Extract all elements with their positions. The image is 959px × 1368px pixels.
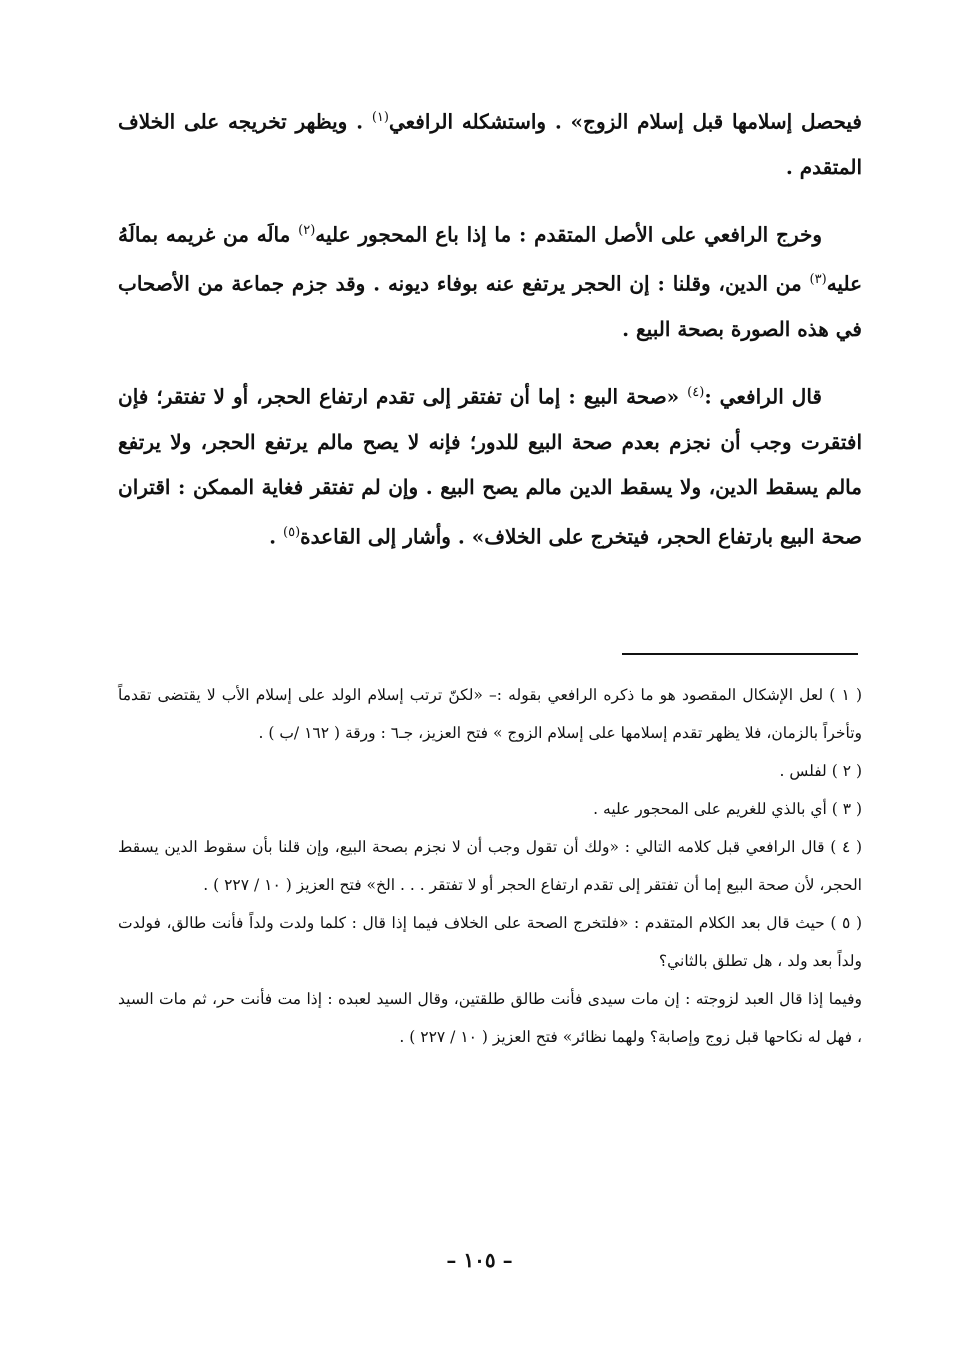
footnote-separator: [622, 653, 858, 655]
footnote-4: ( ٤ ) قال الرافعي قبل كلامه التالي : «ولك أن تقول وجب أن لا نجزم بصحة البيع، وإن قلنا بأن سقوط الدين يسقط الحجر، لأن صحة البيع إما أن تفتقر إلى تقدم ارتفاع الحجر أو لا تفتقر . . . الخ» فتح العزيز ( ١٠ / ٢٢٧ ) .: [118, 838, 862, 894]
paragraph-2: [118, 208, 862, 352]
footnote-ref-3[interactable]: (٣): [809, 272, 827, 288]
paragraph-2-text-a: وخرج الرافعي على الأصل المتقدم : ما إذا باع المحجور عليه: [315, 222, 822, 247]
paragraph-3-text-a: قال الرافعي :: [704, 384, 822, 409]
paragraph-3-text-c: .: [269, 524, 284, 549]
paragraph-2-text-b: مالَه من غريمه بمالَهُ عليه: [118, 222, 862, 296]
paragraph-1-text: فيحصل إسلامها قبل إسلام الزوج» . واستشكله الرافعي: [388, 109, 862, 134]
paragraph-2-text-c: من الدين، وقلنا : إن الحجر يرتفع عنه بوفاء ديونه . وقد جزم جماعة من الأصحاب في هذه الصورة بصحة البيع .: [118, 271, 862, 341]
footnote-5: ( ٥ ) حيث قال بعد الكلام المتقدم : «فلتخرج الصحة على الخلاف فيما إذا قال : كلما ولدت ولداً فأنت طالق، فولدت ولداً بعد ولد ، هل تطلق بالثاني؟: [118, 914, 862, 970]
footnote-5-continued: وفيما إذا قال العبد لزوجته : إن مات سيدى فأنت طالق طلقتين، وقال السيد لعبده : إذا مت فأنت حر، ثم مات السيد ، فهل له نكاحها قبل زوج وإصابة؟ ولهما نظائر» فتح العزيز ( ١٠ / ٢٢٧ ) .: [118, 990, 862, 1046]
page-number: – ١٠٥ –: [446, 1248, 513, 1272]
footnote-3: ( ٣ ) أي بالذي للغريم على المحجور عليه .: [593, 800, 862, 818]
footnote-1: ( ١ ) لعل الإشكال المقصود هو ما ذكره الرافعي بقوله :– «لكنّ ترتب إسلام الولد على إسلام الأب لا يقتضى تقدماً وتأخراً بالزمان، فلا يظهر تقدم إسلامها على إسلام الزوج » فتح العزيز، جـ٦ : ورقة ( ١٦٢ /ب ) .: [118, 686, 862, 742]
footnote-ref-2[interactable]: (٢): [298, 222, 316, 238]
footnote-ref-5[interactable]: (٥): [283, 524, 301, 540]
paragraph-1: [118, 95, 862, 190]
paragraph-3: [118, 370, 862, 559]
footnotes: [118, 676, 862, 1056]
footnote-2: ( ٢ ) لفلس .: [779, 762, 862, 780]
main-text: [118, 95, 862, 559]
paragraph-3-text-b: «صحة البيع : إما أن تفتقر إلى تقدم ارتفاع الحجر، أو لا تفتقر؛ فإن افتقرت وجب أن نجزم بعدم صحة البيع للدور؛ فإنه لا يصح مالم يرتفع الحجر، ولا يرتفع مالم يسقط الدين، ولا يسقط الدين مالم يصح البيع . وإن لم تفتقر فغاية الممكن : اقتران صحة البيع بارتفاع الحجر، فيتخرج على الخلاف» . وأشار إلى القاعدة: [118, 384, 862, 549]
footnote-ref-4[interactable]: (٤): [687, 384, 705, 400]
footnote-ref-1[interactable]: (١): [371, 110, 389, 125]
paragraph-1-cont: . ويظهر تخريجه على الخلاف المتقدم .: [118, 109, 862, 179]
